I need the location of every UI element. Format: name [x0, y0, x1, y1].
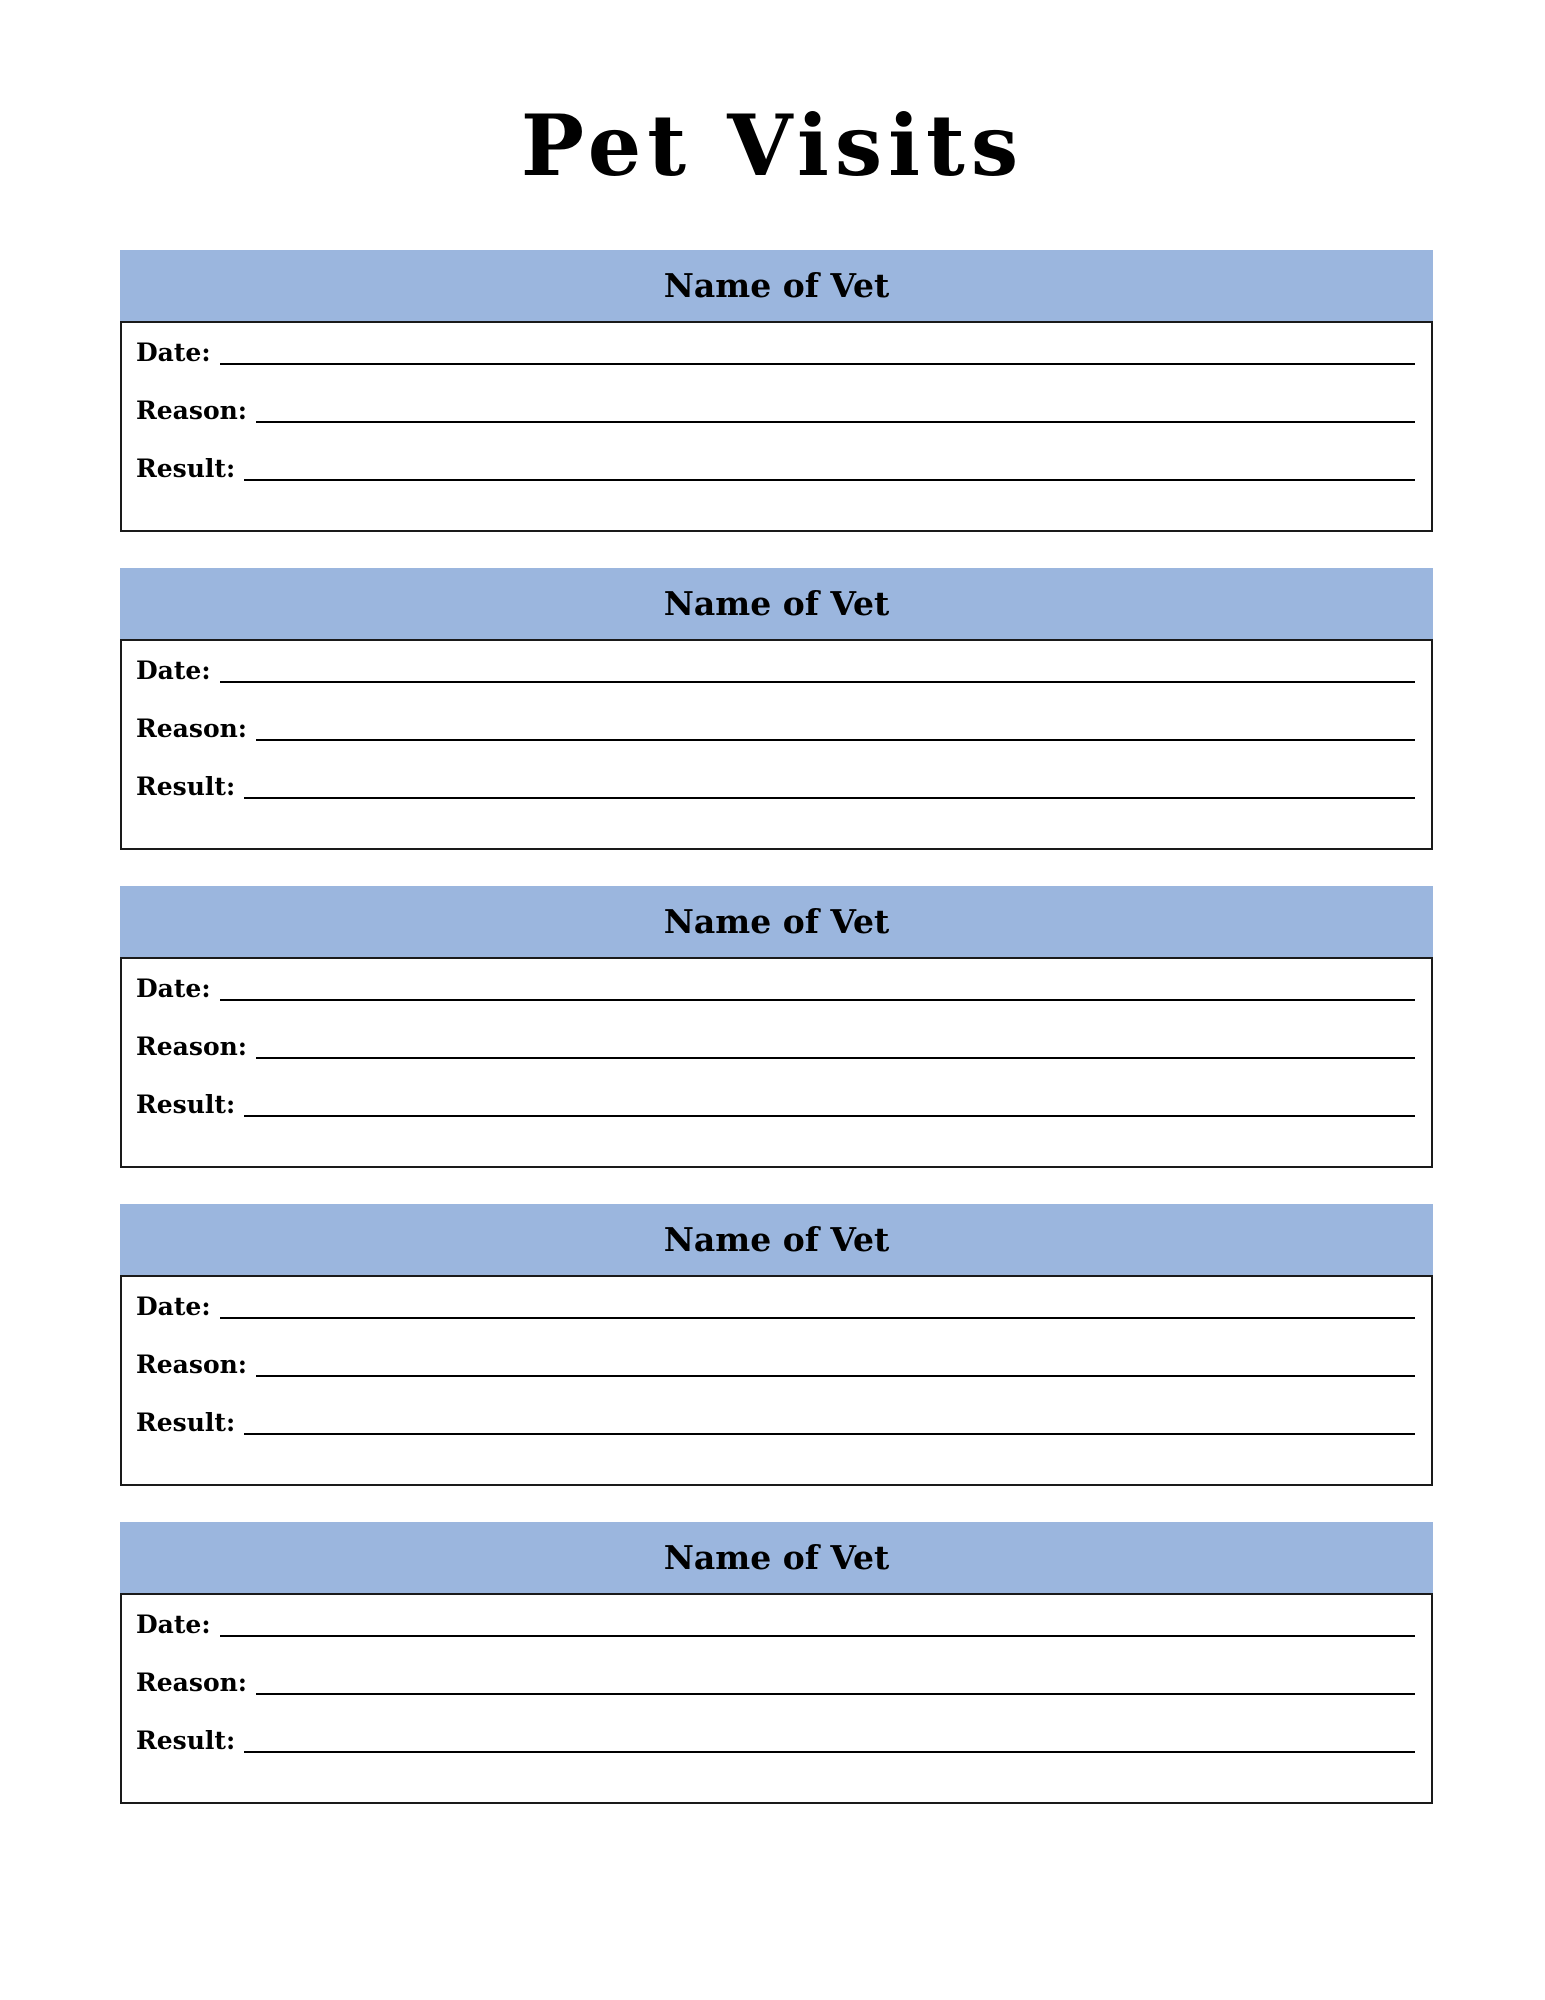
vet-name-header: Name of Vet [120, 250, 1433, 321]
date-field[interactable] [220, 1635, 1415, 1637]
result-field[interactable] [244, 1115, 1415, 1117]
reason-row [136, 1345, 1415, 1381]
date-row [136, 651, 1415, 687]
date-row [136, 969, 1415, 1005]
visit-card [120, 250, 1433, 532]
result-field[interactable] [244, 797, 1415, 799]
visit-fields [120, 639, 1433, 850]
reason-row [136, 391, 1415, 427]
visit-card [120, 568, 1433, 850]
result-label: Result: [136, 1408, 236, 1437]
date-field[interactable] [220, 363, 1415, 365]
date-row [136, 1287, 1415, 1323]
reason-row [136, 1663, 1415, 1699]
visit-fields [120, 957, 1433, 1168]
result-row [136, 1403, 1415, 1439]
result-field[interactable] [244, 1433, 1415, 1435]
date-field[interactable] [220, 999, 1415, 1001]
reason-field[interactable] [256, 739, 1415, 741]
reason-row [136, 709, 1415, 745]
visit-card [120, 886, 1433, 1168]
result-row [136, 449, 1415, 485]
result-row [136, 767, 1415, 803]
result-label: Result: [136, 1090, 236, 1119]
vet-name-header: Name of Vet [120, 1204, 1433, 1275]
date-label: Date: [136, 1610, 211, 1639]
reason-label: Reason: [136, 1350, 248, 1379]
reason-field[interactable] [256, 421, 1415, 423]
date-row [136, 333, 1415, 369]
reason-field[interactable] [256, 1375, 1415, 1377]
visit-card [120, 1204, 1433, 1486]
reason-field[interactable] [256, 1693, 1415, 1695]
vet-name-header: Name of Vet [120, 568, 1433, 639]
date-field[interactable] [220, 681, 1415, 683]
date-label: Date: [136, 1292, 211, 1321]
result-row [136, 1085, 1415, 1121]
reason-label: Reason: [136, 1032, 248, 1061]
reason-label: Reason: [136, 396, 248, 425]
result-field[interactable] [244, 479, 1415, 481]
result-row [136, 1721, 1415, 1757]
result-label: Result: [136, 772, 236, 801]
reason-label: Reason: [136, 714, 248, 743]
date-field[interactable] [220, 1317, 1415, 1319]
visit-fields [120, 1593, 1433, 1804]
date-label: Date: [136, 338, 211, 367]
result-field[interactable] [244, 1751, 1415, 1753]
result-label: Result: [136, 454, 236, 483]
date-label: Date: [136, 656, 211, 685]
date-label: Date: [136, 974, 211, 1003]
date-row [136, 1605, 1415, 1641]
page-title: Pet Visits [520, 96, 1025, 195]
reason-row [136, 1027, 1415, 1063]
reason-field[interactable] [256, 1057, 1415, 1059]
result-label: Result: [136, 1726, 236, 1755]
visit-fields [120, 1275, 1433, 1486]
vet-name-header: Name of Vet [120, 1522, 1433, 1593]
vet-name-header: Name of Vet [120, 886, 1433, 957]
reason-label: Reason: [136, 1668, 248, 1697]
visit-fields [120, 321, 1433, 532]
visit-card [120, 1522, 1433, 1804]
